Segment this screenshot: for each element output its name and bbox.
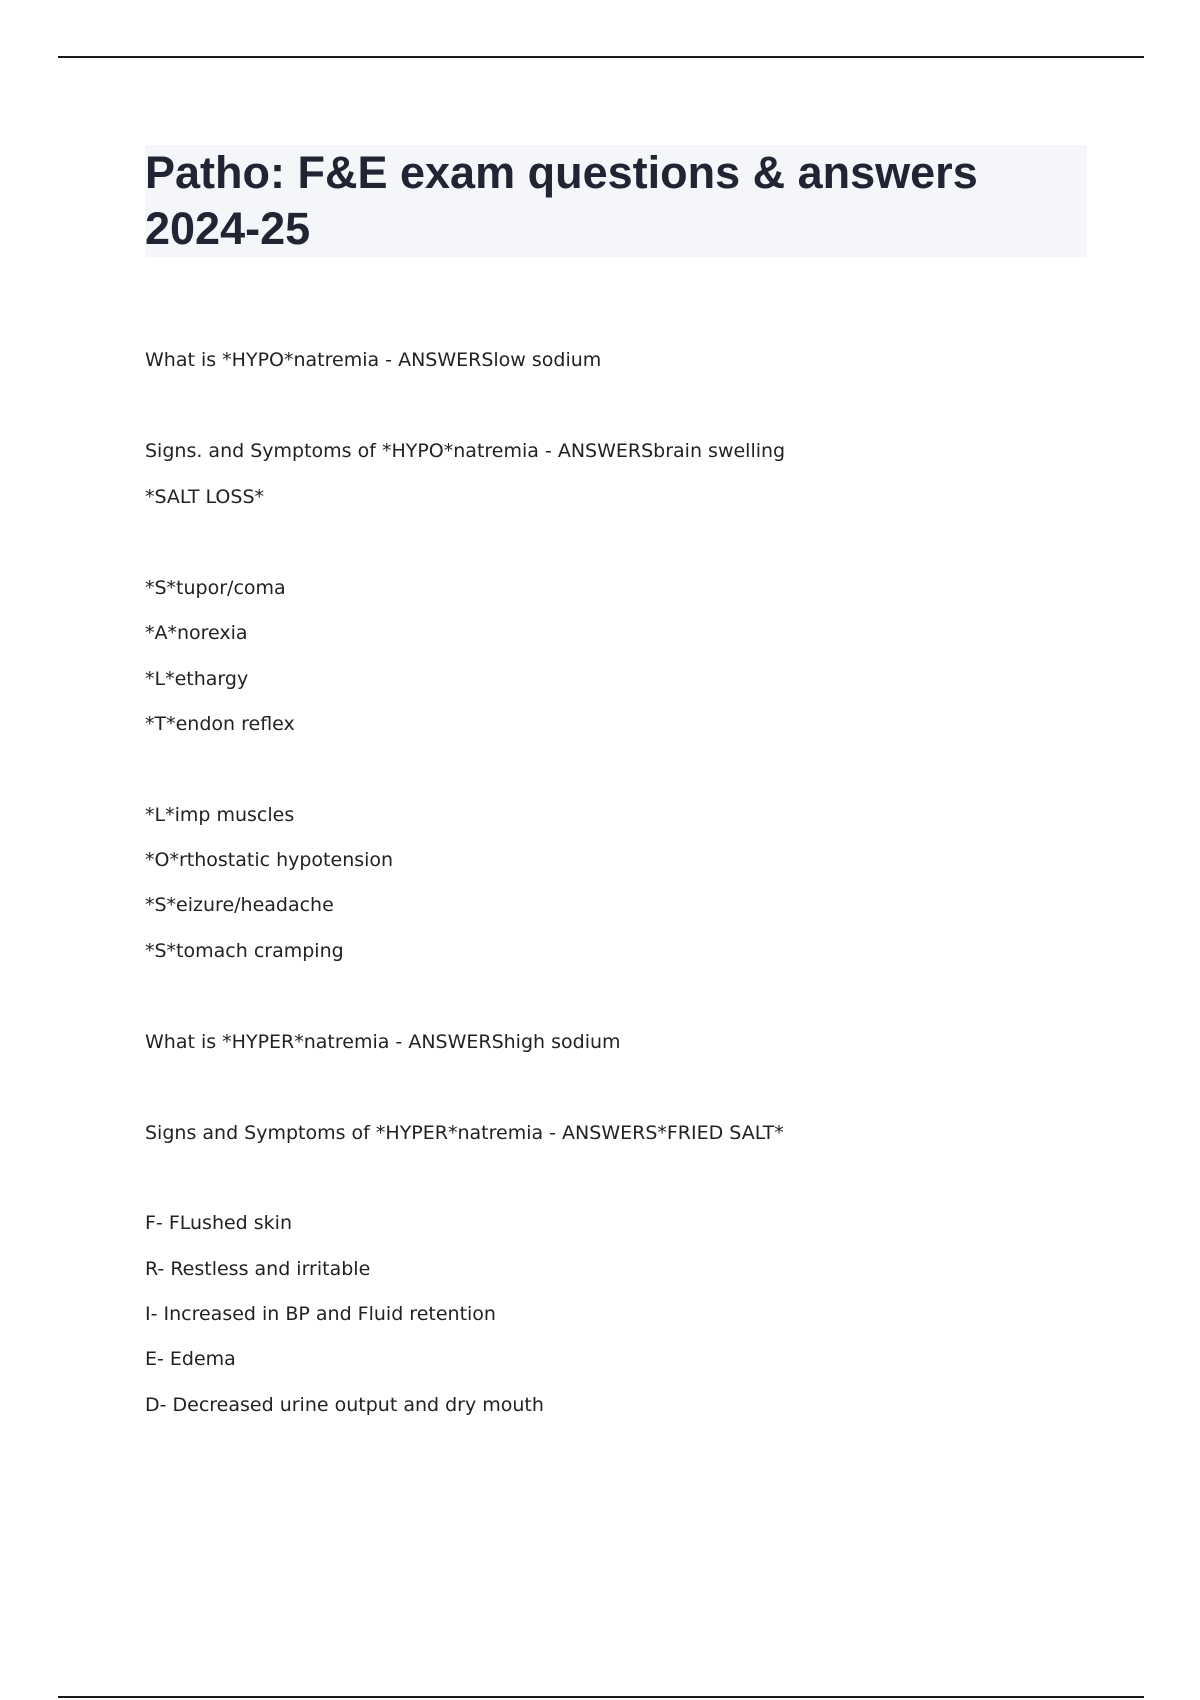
qa-line: Signs. and Symptoms of *HYPO*natremia - ANSWERSbrain swelling <box>145 440 786 462</box>
qa-line: R- Restless and irritable <box>145 1258 371 1280</box>
qa-line: What is *HYPO*natremia - ANSWERSlow sodium <box>145 349 602 371</box>
qa-line: E- Edema <box>145 1348 236 1370</box>
qa-line: *O*rthostatic hypotension <box>145 849 394 871</box>
qa-line: What is *HYPER*natremia - ANSWERShigh sodium <box>145 1031 621 1053</box>
top-rule <box>58 56 1144 58</box>
qa-line: *S*tomach cramping <box>145 940 344 962</box>
qa-line: I- Increased in BP and Fluid retention <box>145 1303 496 1325</box>
qa-line: F- FLushed skin <box>145 1212 292 1234</box>
title-block <box>145 145 1087 257</box>
qa-line: *S*tupor/coma <box>145 577 286 599</box>
qa-line: D- Decreased urine output and dry mouth <box>145 1394 544 1416</box>
qa-line: *L*imp muscles <box>145 804 295 826</box>
bottom-rule <box>58 1696 1144 1698</box>
qa-line: *T*endon reflex <box>145 713 295 735</box>
qa-line: Signs and Symptoms of *HYPER*natremia - ANSWERS*FRIED SALT* <box>145 1122 784 1144</box>
qa-line: *SALT LOSS* <box>145 486 265 508</box>
qa-line: *A*norexia <box>145 622 248 644</box>
document-title: Patho: F&E exam questions & answers 2024-25 <box>145 147 978 254</box>
qa-line: *L*ethargy <box>145 668 249 690</box>
qa-line: *S*eizure/headache <box>145 894 334 916</box>
